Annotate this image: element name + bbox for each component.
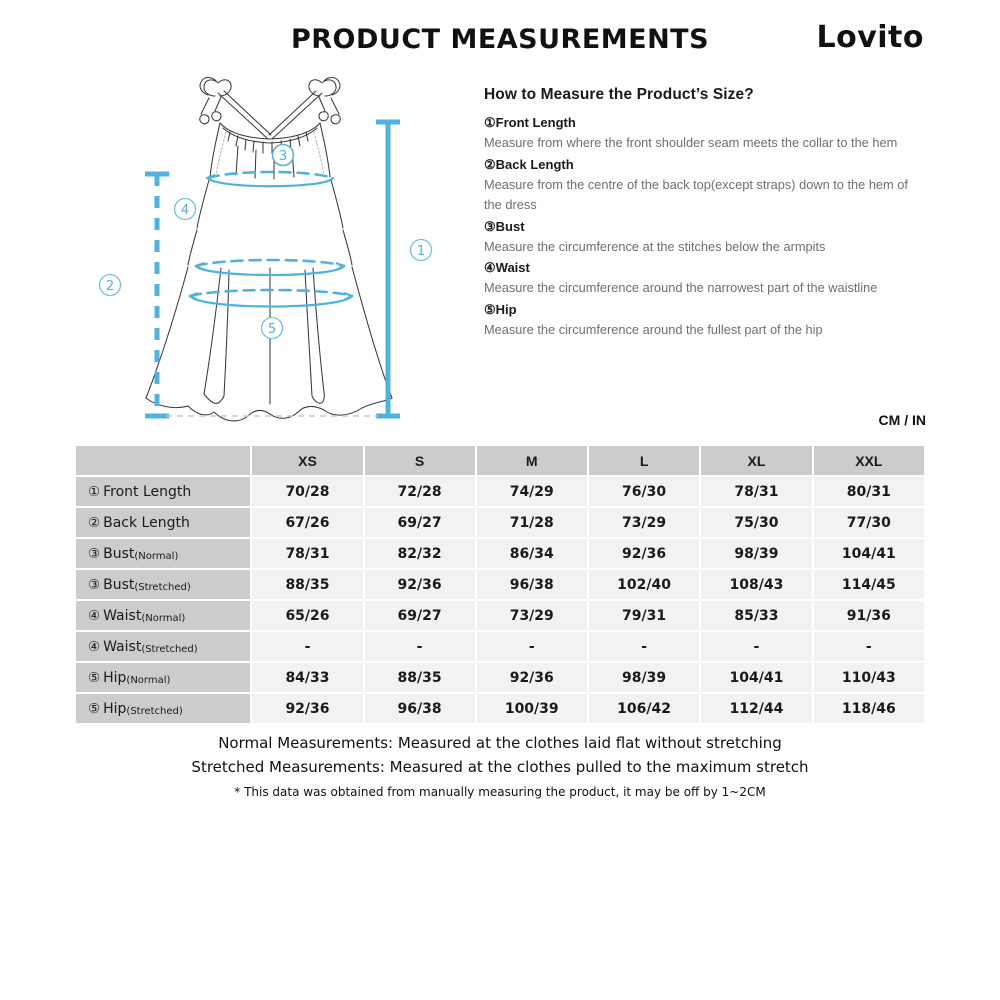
- measurement-cell: 70/28: [252, 477, 362, 506]
- instruction-description: Measure from the centre of the back top(except straps) down to the hem of the dress: [484, 176, 908, 213]
- column-header-xs: XS: [252, 446, 362, 475]
- measure-instructions: [484, 86, 916, 342]
- row-label-text: Waist: [103, 607, 142, 624]
- instruction-description: Measure the circumference around the fullest part of the hip: [484, 322, 823, 338]
- measurement-cell: 80/31: [814, 477, 924, 506]
- row-label-cell: [76, 508, 250, 537]
- row-label-cell: [76, 539, 250, 568]
- unit-label: CM / IN: [878, 412, 926, 428]
- measurement-cell: 102/40: [589, 570, 699, 599]
- measurement-cell: 65/26: [252, 601, 362, 630]
- table-row: [76, 632, 924, 661]
- measurement-cell: 110/43: [814, 663, 924, 692]
- marker-badge-2: [100, 275, 121, 296]
- measurement-cell: 91/36: [814, 601, 924, 630]
- size-chart-table: [74, 444, 926, 725]
- front-length-bar: [376, 122, 400, 416]
- measurement-cell: 104/41: [701, 663, 811, 692]
- measurement-cell: 114/45: [814, 570, 924, 599]
- column-header-s: S: [365, 446, 475, 475]
- row-label-qualifier: (Normal): [134, 550, 179, 562]
- instruction-term: ④Waist: [484, 260, 530, 276]
- measurement-cell: 108/43: [701, 570, 811, 599]
- table-corner-cell: [76, 446, 250, 475]
- row-label-qualifier: (Normal): [141, 612, 186, 624]
- marker-badge-5: [262, 318, 283, 339]
- table-row: [76, 570, 924, 599]
- instruction-description: Measure the circumference around the narrowest part of the waistline: [484, 280, 878, 296]
- measurement-cell: 98/39: [701, 539, 811, 568]
- row-marker-icon: ③: [88, 576, 101, 593]
- measurement-cell: 92/36: [589, 539, 699, 568]
- measurement-cell: 82/32: [365, 539, 475, 568]
- table-header-row: [76, 446, 924, 475]
- table-row: [76, 663, 924, 692]
- marker-badge-5-label: 5: [267, 322, 277, 337]
- instructions-title: How to Measure the Product’s Size?: [484, 86, 754, 103]
- instruction-term: ③Bust: [484, 218, 525, 234]
- measurement-cell: 86/34: [477, 539, 587, 568]
- measurement-cell: 92/36: [252, 694, 362, 723]
- page-title: PRODUCT MEASUREMENTS: [290, 24, 710, 55]
- marker-badge-1-label: 1: [416, 244, 426, 259]
- measurement-cell: 92/36: [365, 570, 475, 599]
- marker-badge-4: [175, 199, 196, 220]
- marker-badge-3: [273, 145, 294, 166]
- back-length-bar: [145, 174, 169, 416]
- instruction-term: ⑤Hip: [484, 301, 517, 317]
- bust-ellipse-marker: [207, 172, 333, 186]
- measurement-cell: -: [365, 632, 475, 661]
- note-stretched-measurements: Stretched Measurements: Measured at the clothes pulled to the maximum stretch: [191, 757, 809, 776]
- note-normal-measurements: Normal Measurements: Measured at the clothes laid flat without stretching: [218, 734, 782, 752]
- measurement-cell: -: [814, 632, 924, 661]
- measurement-cell: 84/33: [252, 663, 362, 692]
- instruction-term: ②Back Length: [484, 156, 574, 172]
- measurement-cell: 69/27: [365, 601, 475, 630]
- row-label-cell: [76, 694, 250, 723]
- measurement-cell: 78/31: [701, 477, 811, 506]
- row-label-cell: [76, 477, 250, 506]
- column-header-xxl: XXL: [814, 446, 924, 475]
- measurement-cell: 75/30: [701, 508, 811, 537]
- measurement-cell: 96/38: [365, 694, 475, 723]
- measurement-cell: -: [477, 632, 587, 661]
- table-row: [76, 694, 924, 723]
- row-label-cell: [76, 570, 250, 599]
- marker-badge-4-label: 4: [180, 203, 190, 218]
- instruction-term: ①Front Length: [484, 115, 576, 130]
- measurement-cell: -: [589, 632, 699, 661]
- row-label-qualifier: (Stretched): [126, 705, 183, 717]
- measurement-cell: 112/44: [701, 694, 811, 723]
- measurement-cell: 85/33: [701, 601, 811, 630]
- marker-badge-1: [411, 240, 432, 261]
- dress-illustration: [78, 62, 458, 434]
- row-label-qualifier: (Stretched): [134, 581, 191, 593]
- row-label-cell: [76, 601, 250, 630]
- instruction-description: Measure from where the front shoulder seam meets the collar to the hem: [484, 135, 898, 151]
- note-disclaimer: * This data was obtained from manually measuring the product, it may be off by 1~2CM: [234, 785, 766, 800]
- row-label-text: Front Length: [103, 483, 192, 500]
- measurement-cell: 96/38: [477, 570, 587, 599]
- marker-badge-2-label: 2: [105, 279, 115, 294]
- measurement-cell: 118/46: [814, 694, 924, 723]
- measurement-cell: 100/39: [477, 694, 587, 723]
- row-marker-icon: ③: [88, 545, 101, 562]
- column-header-l: L: [589, 446, 699, 475]
- measurement-cell: -: [252, 632, 362, 661]
- brand-logo: Lovito: [816, 20, 924, 55]
- hip-ellipse-marker: [190, 290, 352, 307]
- measurement-cell: 98/39: [589, 663, 699, 692]
- row-label-text: Hip: [103, 700, 127, 717]
- row-marker-icon: ①: [88, 483, 101, 500]
- measurement-cell: 76/30: [589, 477, 699, 506]
- table-row: [76, 601, 924, 630]
- measurement-cell: -: [701, 632, 811, 661]
- measurement-cell: 77/30: [814, 508, 924, 537]
- measurement-cell: 73/29: [589, 508, 699, 537]
- row-label-cell: [76, 632, 250, 661]
- measurement-cell: 67/26: [252, 508, 362, 537]
- measurement-cell: 69/27: [365, 508, 475, 537]
- measurement-cell: 73/29: [477, 601, 587, 630]
- row-marker-icon: ⑤: [88, 700, 101, 717]
- dress-outline: [146, 78, 392, 421]
- measurement-cell: 79/31: [589, 601, 699, 630]
- measurement-cell: 92/36: [477, 663, 587, 692]
- instruction-item: [484, 113, 916, 154]
- measurement-markers: [145, 122, 400, 416]
- measurement-cell: 71/28: [477, 508, 587, 537]
- row-label-text: Waist: [103, 638, 142, 655]
- marker-badge-3-label: 3: [278, 149, 288, 164]
- column-header-xl: XL: [701, 446, 811, 475]
- row-label-text: Back Length: [103, 514, 190, 531]
- row-label-cell: [76, 663, 250, 692]
- instruction-item: [484, 155, 916, 216]
- measurement-cell: 106/42: [589, 694, 699, 723]
- instruction-item: [484, 300, 916, 341]
- row-label-text: Bust: [103, 545, 135, 562]
- measurement-cell: 78/31: [252, 539, 362, 568]
- footer-notes: [0, 732, 1000, 799]
- table-row: [76, 477, 924, 506]
- measurement-cell: 72/28: [365, 477, 475, 506]
- measurement-cell: 104/41: [814, 539, 924, 568]
- measurement-cell: 88/35: [365, 663, 475, 692]
- table-row: [76, 539, 924, 568]
- row-label-qualifier: (Stretched): [141, 643, 198, 655]
- table-body: [76, 477, 924, 723]
- measurement-cell: 88/35: [252, 570, 362, 599]
- instruction-item: [484, 258, 916, 299]
- table-row: [76, 508, 924, 537]
- row-label-text: Hip: [103, 669, 127, 686]
- measurement-cell: 74/29: [477, 477, 587, 506]
- row-marker-icon: ⑤: [88, 669, 101, 686]
- row-marker-icon: ④: [88, 638, 101, 655]
- column-header-m: M: [477, 446, 587, 475]
- row-label-qualifier: (Normal): [126, 674, 171, 686]
- row-marker-icon: ②: [88, 514, 101, 531]
- instruction-description: Measure the circumference at the stitches below the armpits: [484, 238, 826, 254]
- row-label-text: Bust: [103, 576, 135, 593]
- instruction-item: [484, 217, 916, 258]
- row-marker-icon: ④: [88, 607, 101, 624]
